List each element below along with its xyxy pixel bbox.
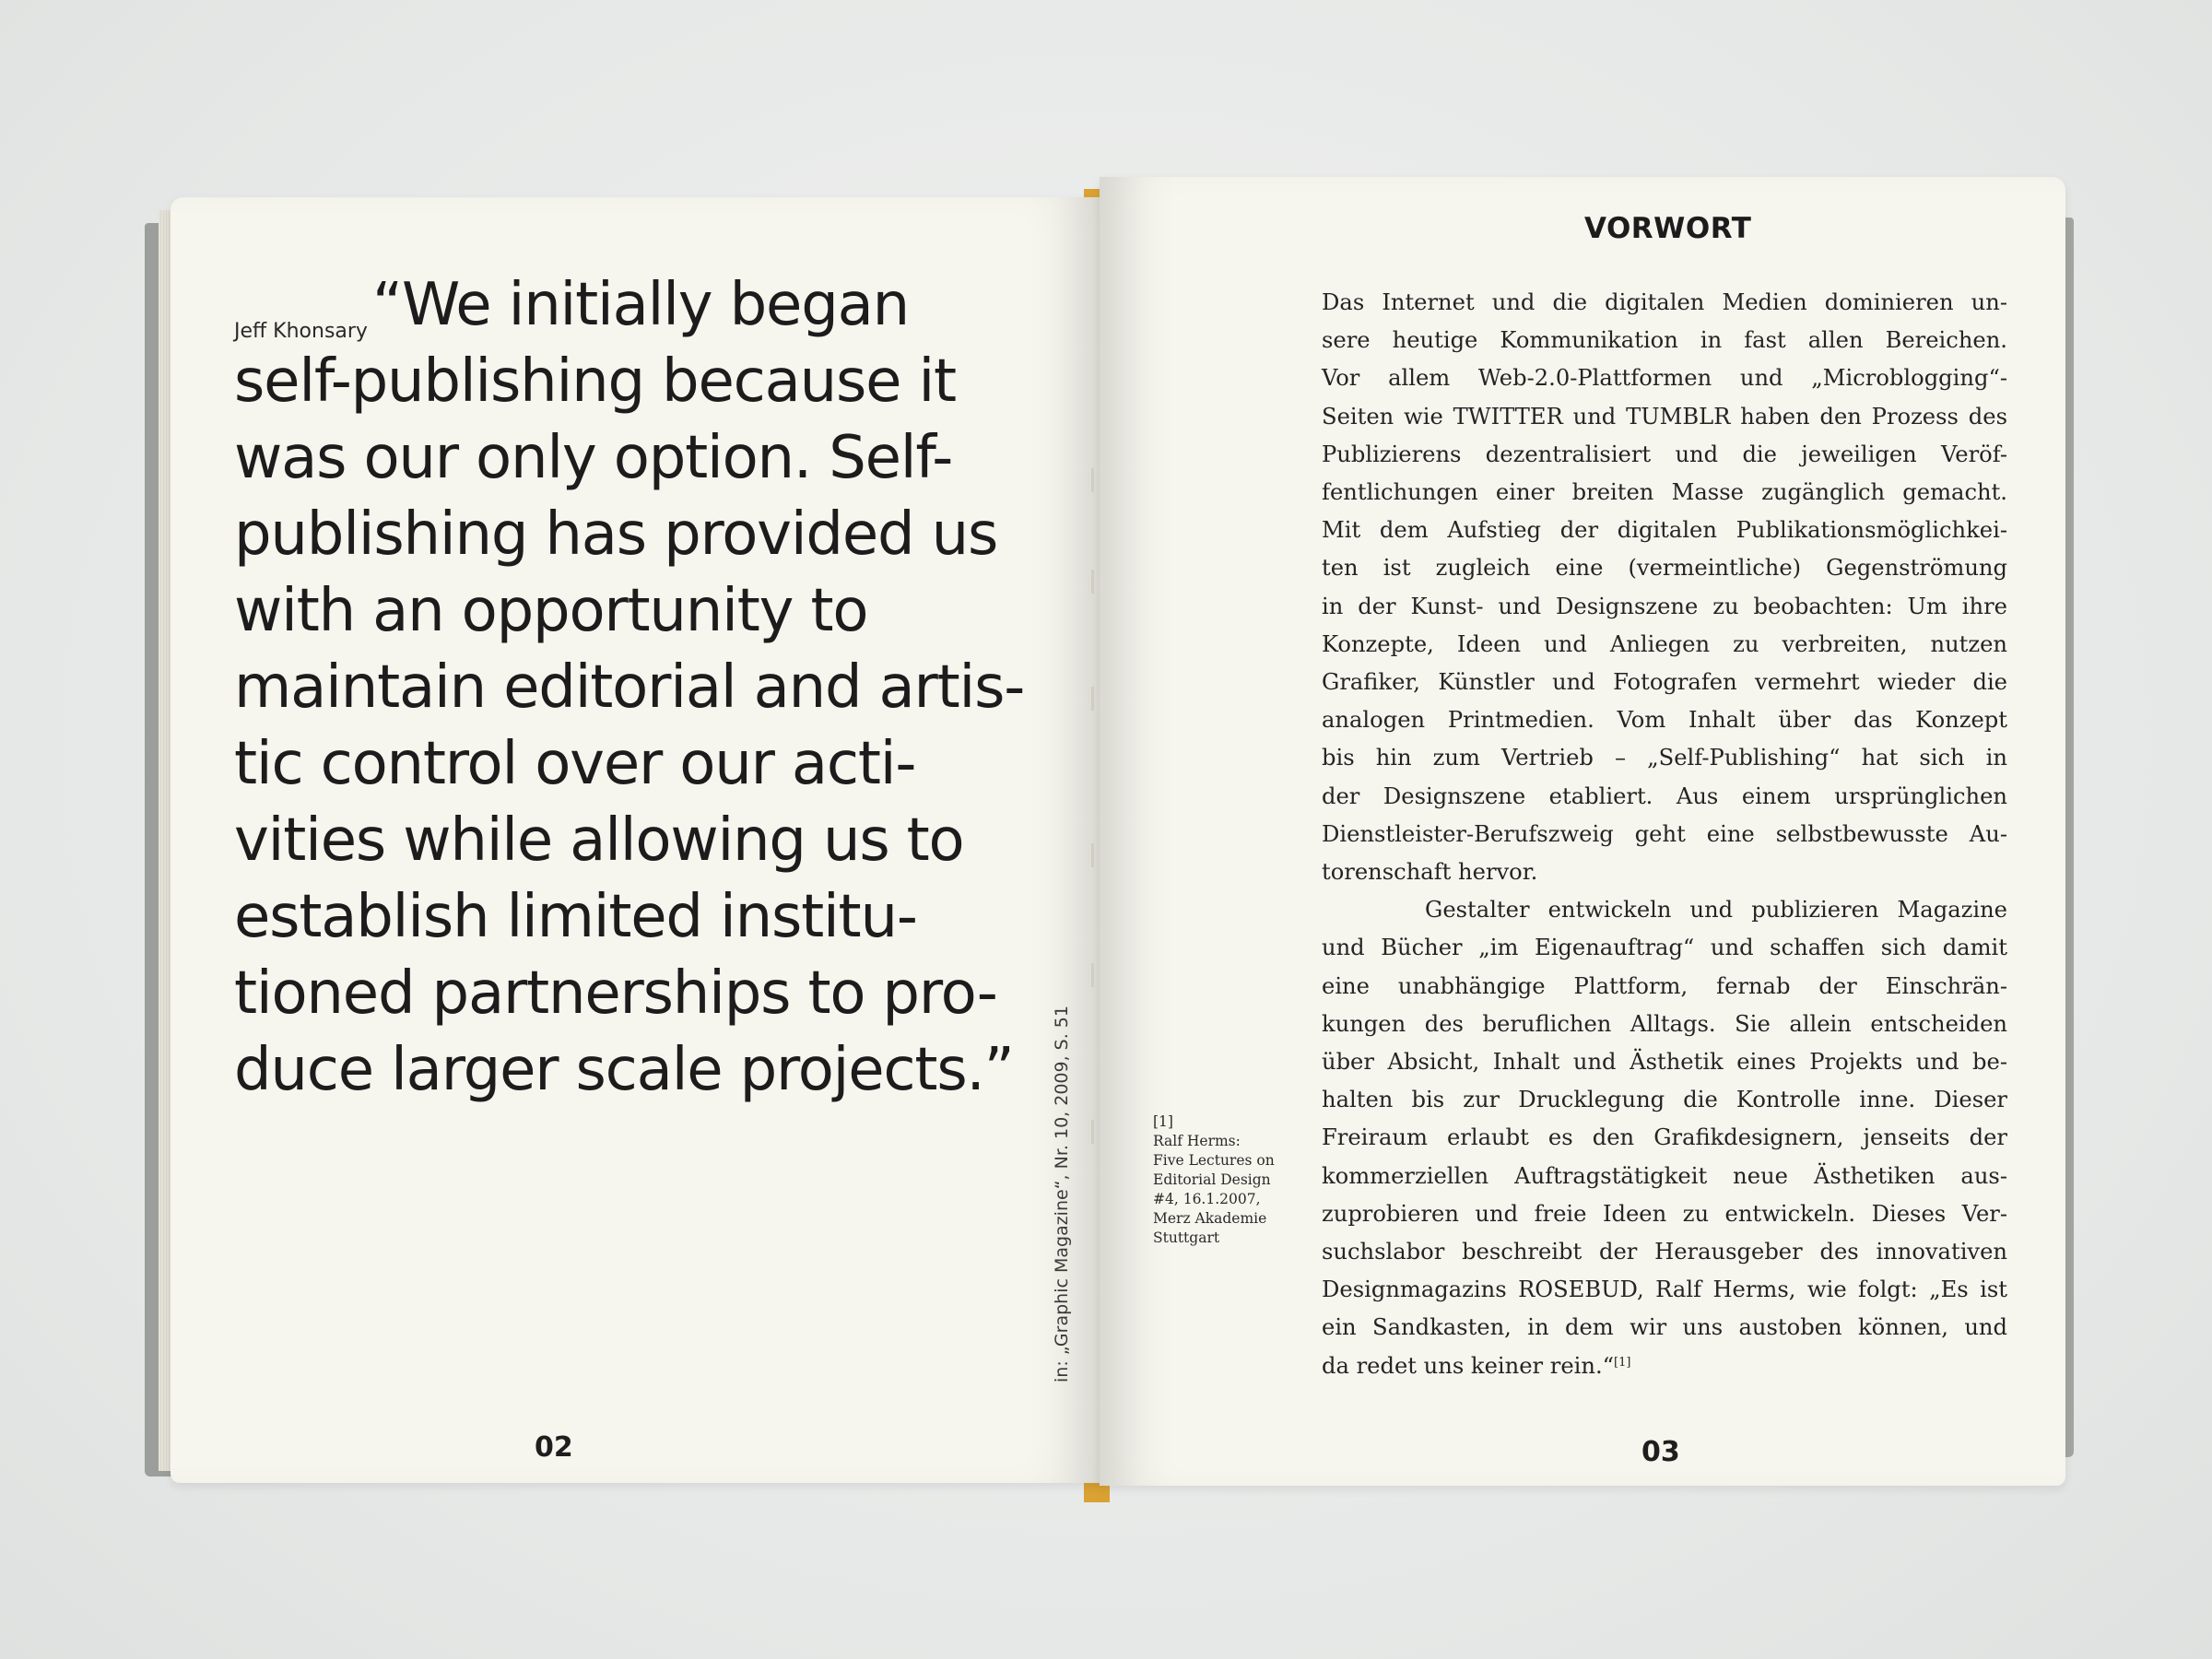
quote-line: tioned partnerships to pro- [234, 959, 997, 1028]
body-line: Grafiker, Künstler und Fotografen vermehrt wieder die [1322, 669, 2007, 696]
footnote-line: Editorial Design [1153, 1171, 1271, 1188]
body-line: torenschaft hervor. [1322, 859, 1538, 886]
body-line: kommerziellen Auftragstätigkeit neue Ästhetiken aus- [1322, 1162, 2007, 1189]
quote-line: establish limited institu- [234, 883, 917, 951]
body-line: ein Sandkasten, in dem wir uns austoben können, und [1322, 1314, 2007, 1341]
quote-line: self-publishing because it [234, 347, 956, 416]
body-line-text: da redet uns keiner rein.“ [1322, 1352, 1615, 1379]
page-number-right: 03 [1641, 1436, 1680, 1468]
quote-line: maintain editorial and artis- [234, 653, 1025, 722]
page-number-left: 02 [535, 1431, 573, 1464]
footnote-line: Merz Akademie [1153, 1210, 1267, 1227]
quote-line: tic control over our acti- [234, 730, 916, 798]
footnote-line: Stuttgart [1153, 1230, 1220, 1246]
body-line: Publizierens dezentralisiert und die jeweiligen Veröf- [1322, 441, 2007, 467]
body-line: sere heutige Kommunikation in fast allen Bereichen. [1322, 327, 2007, 354]
body-line: Designmagazins ROSEBUD, Ralf Herms, wie folgt: „Es ist [1322, 1277, 2007, 1303]
body-line: fentlichungen einer breiten Masse zugänglich gemacht. [1322, 479, 2007, 506]
quote-line: publishing has provided us [234, 500, 998, 569]
body-line: Dienstleister-Berufszweig geht eine selbstbewusste Au- [1322, 820, 2007, 847]
body-line: und Bücher „im Eigenauftrag“ und schaffen sich damit [1322, 935, 2007, 961]
body-line: Mit dem Aufstieg der digitalen Publikationsmöglichkei- [1322, 517, 2007, 544]
quote-line: was our only option. Self- [234, 424, 953, 492]
binding-stitch [1091, 963, 1094, 987]
body-line: analogen Printmedien. Vom Inhalt über das Konzept [1322, 707, 2007, 734]
binding-stitch [1091, 843, 1094, 867]
body-line: suchslabor beschreibt der Herausgeber des innovativen [1322, 1239, 2007, 1265]
body-text [1322, 284, 2007, 1385]
quote-line: vities while allowing us to [234, 806, 964, 875]
body-line: Freiraum erlaubt es den Grafikdesignern, jenseits der [1322, 1124, 2007, 1151]
binding-stitch [1091, 687, 1094, 711]
body-line-final [1322, 1347, 2007, 1385]
body-line: eine unabhängige Plattform, fernab der Einschrän- [1322, 972, 2007, 999]
body-line: halten bis zur Drucklegung die Kontrolle inne. Dieser [1322, 1087, 2007, 1113]
page-heading: VORWORT [1584, 212, 1752, 245]
body-line: Seiten wie TWITTER und TUMBLR haben den Prozess des [1322, 403, 2007, 429]
body-line: Das Internet und die digitalen Medien dominieren un- [1322, 289, 2007, 315]
body-line: zuprobieren und freie Ideen zu entwickeln. Dieses Ver- [1322, 1200, 2007, 1227]
body-line: in der Kunst- und Designszene zu beobachten: Um ihre [1322, 593, 2007, 619]
footnote-line: Ralf Herms: [1153, 1133, 1241, 1149]
body-line: Konzepte, Ideen und Anliegen zu verbreiten, nutzen [1322, 630, 2007, 657]
quote-line: with an opportunity to [234, 577, 868, 645]
quote-line: “We initially began [372, 271, 910, 339]
quote-line: duce larger scale projects.” [234, 1036, 1014, 1104]
binding-stitch [1091, 570, 1094, 594]
footnote-line: [1] [1153, 1113, 1173, 1130]
body-line: Gestalter entwickeln und publizieren Magazine [1425, 897, 2007, 924]
quote-author: Jeff Khonsary [234, 320, 368, 343]
pull-quote [234, 267, 1045, 1109]
footnote-marker[interactable]: [1] [1614, 1355, 1631, 1370]
footnote [1153, 1112, 1291, 1248]
quote-source: in: „Graphic Magazine“, Nr. 10, 2009, S. 51 [1052, 1006, 1072, 1382]
binding-stitch [1091, 1120, 1094, 1144]
body-line: über Absicht, Inhalt und Ästhetik eines Projekts und be- [1322, 1049, 2007, 1076]
body-line: der Designszene etabliert. Aus einem ursprünglichen [1322, 782, 2007, 809]
body-line: ten ist zugleich eine (vermeintliche) Gegenströmung [1322, 555, 2007, 582]
binding-stitch [1091, 468, 1094, 492]
body-line: kungen des beruflichen Alltags. Sie allein entscheiden [1322, 1010, 2007, 1037]
footnote-line: #4, 16.1.2007, [1153, 1191, 1261, 1207]
body-line: Vor allem Web-2.0-Plattformen und „Microblogging“- [1322, 365, 2007, 392]
footnote-line: Five Lectures on [1153, 1152, 1275, 1169]
body-line: bis hin zum Vertrieb – „Self-Publishing“ hat sich in [1322, 745, 2007, 771]
